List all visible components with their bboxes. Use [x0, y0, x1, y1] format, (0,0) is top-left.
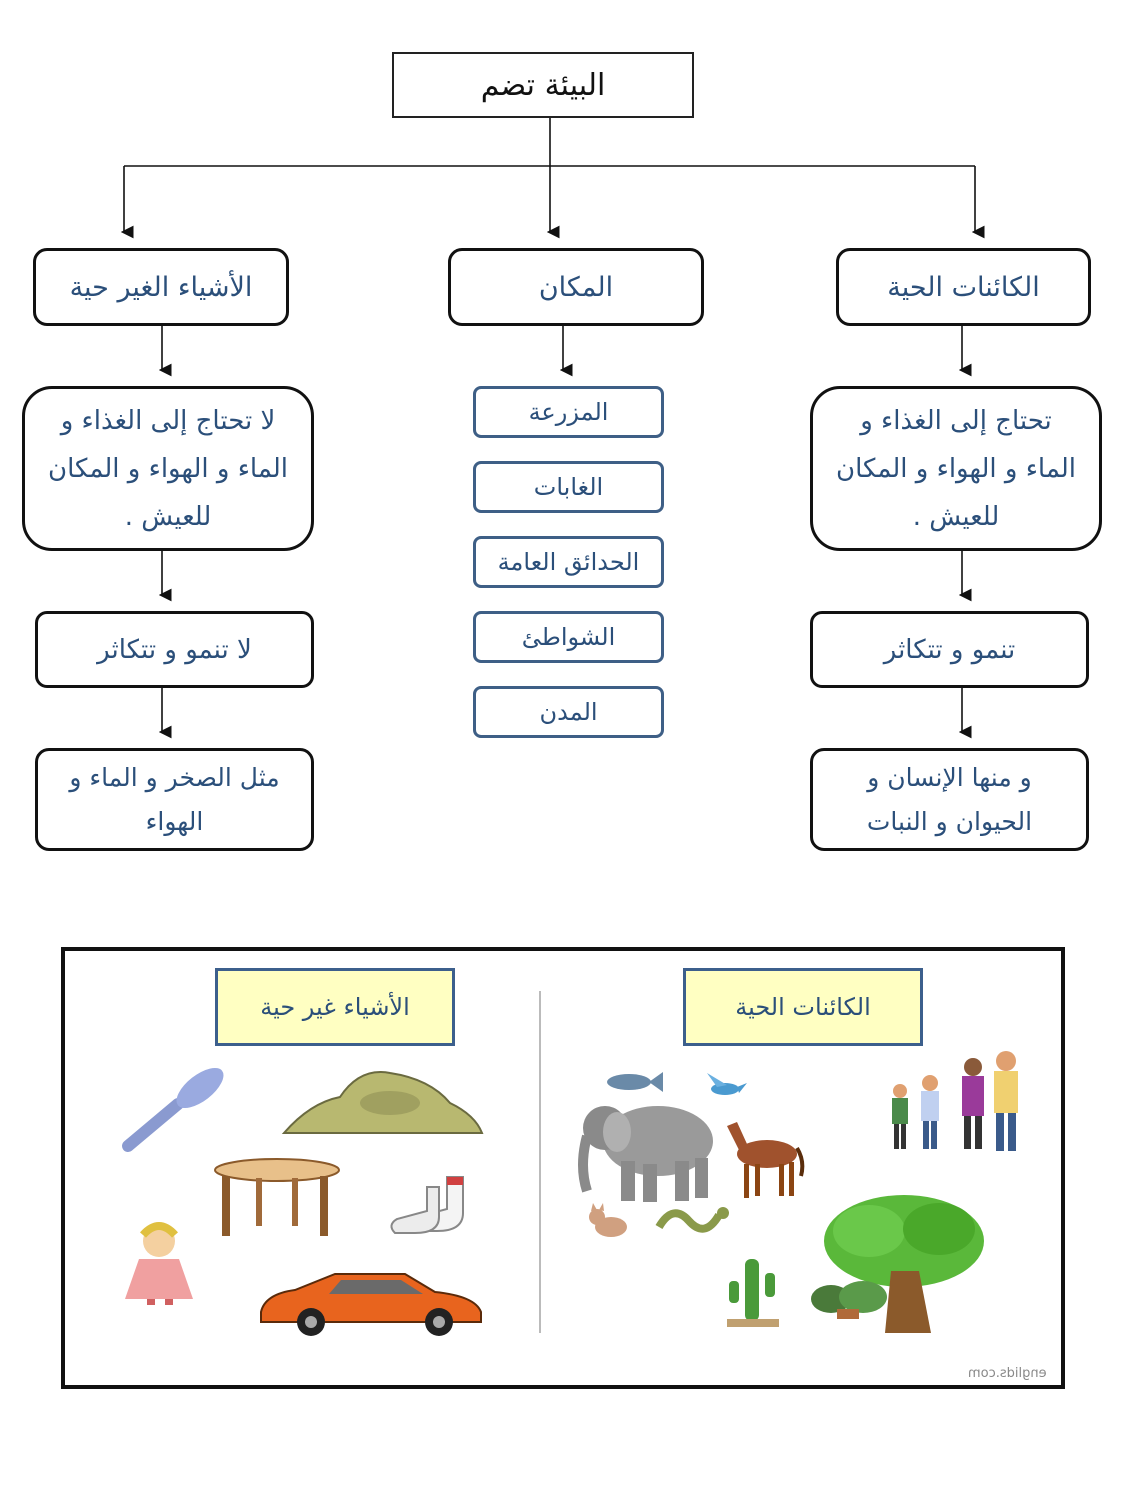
plant-icon: [807, 1271, 893, 1321]
nonliving-category-box: الأشياء الغير حية: [33, 248, 289, 326]
nonliving-examples-box: [35, 748, 314, 851]
horse-icon: [717, 1116, 807, 1201]
rock-pile-icon: [280, 1063, 485, 1138]
fish-icon: [599, 1069, 665, 1095]
car-icon: [255, 1266, 485, 1338]
living-examples-box: [810, 748, 1089, 851]
place-item-parks: الحدائق العامة: [473, 536, 664, 588]
place-item-forests: الغابات: [473, 461, 664, 513]
living-needs-box: [810, 386, 1102, 551]
place-item-farm: المزرعة: [473, 386, 664, 438]
illustration-panel: [61, 947, 1065, 1389]
living-growth-box: تنمو و تتكاثر: [810, 611, 1089, 688]
doll-icon: [113, 1221, 208, 1306]
nonliving-examples-line-1: مثل الصخر و الماء و: [69, 762, 280, 792]
nonliving-label: الأشياء غير حية: [215, 968, 455, 1046]
cactus-icon: [717, 1253, 787, 1331]
nonliving-needs-line-2: الماء و الهواء و المكان: [47, 453, 289, 484]
living-examples-line-2: الحيوان و النبات: [866, 806, 1033, 836]
place-item-beaches: الشواطئ: [473, 611, 664, 663]
nonliving-examples-line-2: الهواء: [145, 806, 204, 836]
nonliving-needs-box: [22, 386, 314, 551]
living-examples-line-1: و منها الإنسان و: [867, 762, 1032, 792]
diagram-title: البيئة تضم: [392, 52, 694, 118]
living-needs-line-1: تحتاج إلى الغذاء و: [860, 405, 1052, 436]
table-icon: [210, 1156, 345, 1241]
living-category-box: الكائنات الحية: [836, 248, 1091, 326]
nonliving-needs-line-1: لا تحتاج إلى الغذاء و: [60, 405, 276, 436]
place-category-box: المكان: [448, 248, 704, 326]
living-label: الكائنات الحية: [683, 968, 923, 1046]
hairbrush-icon: [120, 1066, 230, 1156]
living-needs-line-3: للعيش .: [912, 501, 1000, 532]
cat-icon: [585, 1201, 635, 1241]
elephant-icon: [573, 1096, 723, 1206]
place-item-cities: المدن: [473, 686, 664, 738]
family-people-icon: [880, 1049, 1040, 1153]
snake-icon: [653, 1199, 733, 1239]
panel-divider: [539, 991, 541, 1333]
nonliving-growth-box: لا تنمو و تتكاثر: [35, 611, 314, 688]
nonliving-needs-line-3: للعيش .: [124, 501, 212, 532]
watermark: englids.com: [968, 1366, 1047, 1381]
bird-icon: [703, 1069, 747, 1105]
living-needs-line-2: الماء و الهواء و المكان: [835, 453, 1077, 484]
socks-icon: [387, 1173, 485, 1238]
